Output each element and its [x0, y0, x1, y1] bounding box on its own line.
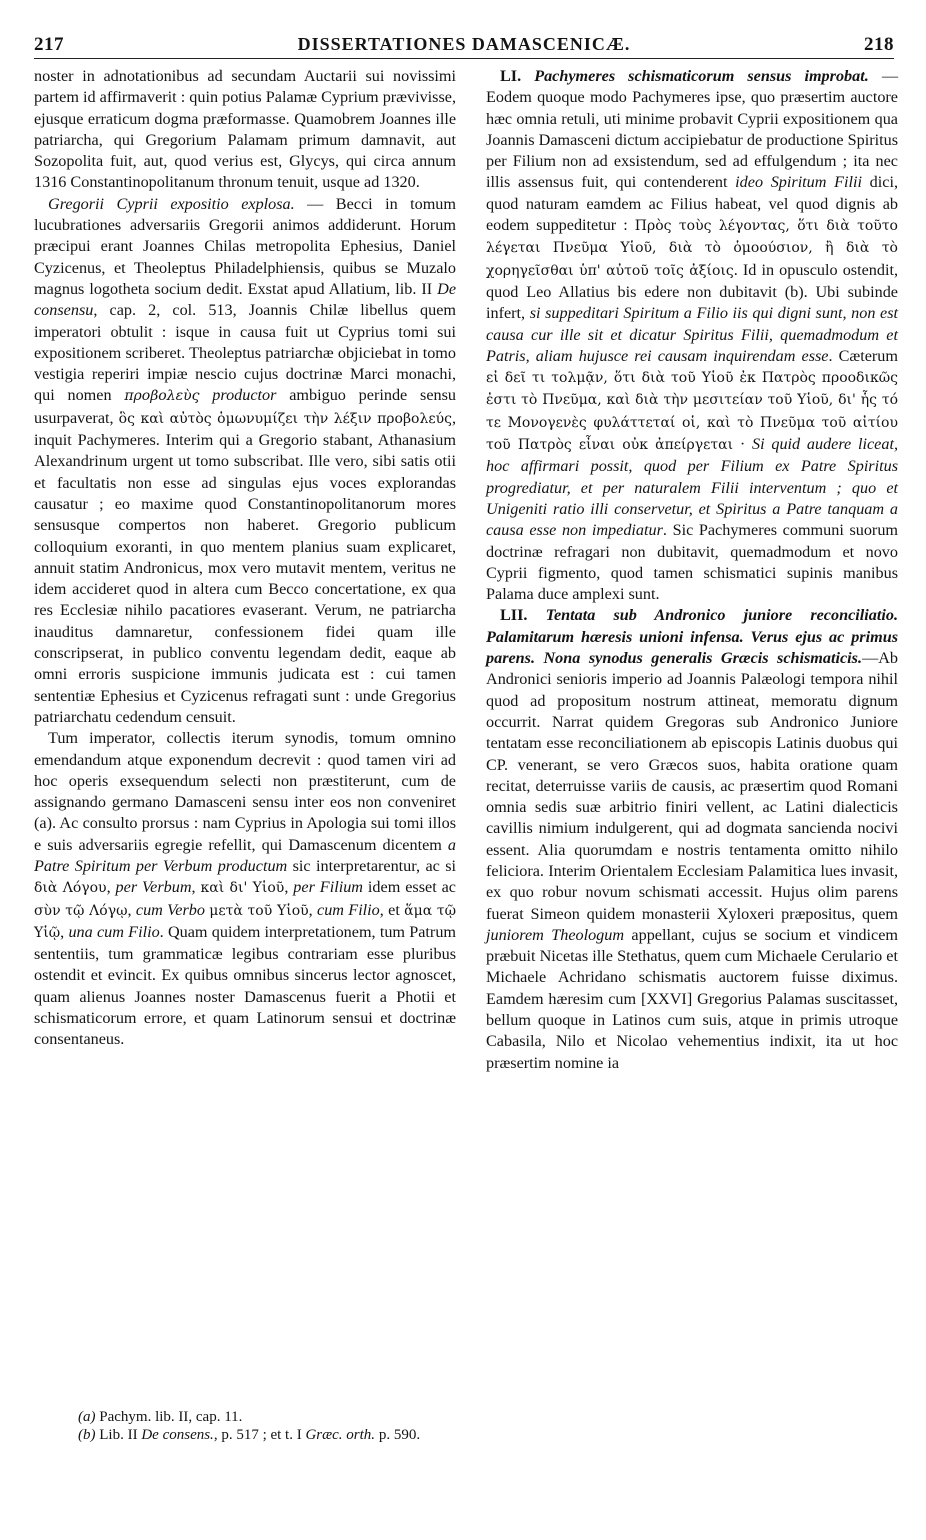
italic-quote: cum Verbo [135, 900, 205, 919]
greek-quote: μετὰ τοῦ Υἱοῦ [209, 902, 309, 919]
running-head [34, 34, 894, 59]
text-run: . Id in opusculo ostendit, quod Leo Allatius bis edere non dubitavit (b). Ubi subinde infert, [486, 260, 898, 323]
text-run: , inquit Pachymeres. Interim qui a Gregorio stabant, Athanasium Alexandrinum urgent ut tomo subscribat. Ille vero, sibi satis otii et facultatis non esse ad singulas ejus voces explorandas causatur ; eo maxime quod Constantinopolitanorum mores sensusque compertos non haberet. Gregorio publicum colloquium exoranti, in quo mentem planius suam explicaret, annuit statim Andronicus, mox vero mutavit mentem, veritus ne idem accideret quod in altera cum Becco concertatione, ex qua res Ecclesiæ nihilo pacatiores evaserant. Verum, ne patriarcha inauditus damnaretur, confessionem fidei quam ille conscripserat, in publico conventu legendam dedit, eaque ab omni erroris suspicione immunis judicata est : cui tamen sententiæ Ephesius et Cyzicenus refragati sunt : unde Gregorius patriarchatu cedendum censuit. [34, 408, 456, 726]
text-run: · [733, 435, 752, 454]
greek-quote: σὺν τῷ Λόγῳ [34, 902, 128, 919]
section-number: LII. [500, 606, 528, 625]
page-number-right: 218 [864, 34, 894, 55]
greek-quote: καὶ δι' Υἱοῦ [200, 880, 285, 897]
footnote-label: (a) [78, 1409, 96, 1425]
text-run: idem esset ac [362, 878, 456, 897]
italic-quote: per Filium [293, 878, 363, 897]
text-run: . Sic Pachymeres communi suorum doctrinæ refragari non dubitavit, quemadmodum et novo Cyprii figmento, quod tamen schismatici supinis manibus Palama duce amplexi sunt. [486, 521, 899, 604]
footnote-text: p. 590. [375, 1427, 421, 1443]
footnote-b [34, 1426, 634, 1444]
section-heading: Tentata sub Andronico juniore reconciliatio. Palamitarum hæresis unioni infensa. Verus ejus ac primus parens. Nona synodus generalis Græcis schismaticis. [486, 606, 898, 668]
greek-quote: προβολεὺς [124, 388, 200, 405]
text-run: — Eodem quoque modo Pachymeres ipse, quo præsertim auctore hæc omnia retuli, uti minime probavit Cyprii expositionem qua Joannis Damasceni dictum accipiebatur de productione Spiritus per Filium non ad exsistendum, sed ad effulgendum ; ita nec illis assensus fuit, qui contenderent [486, 67, 899, 192]
text-run: , [284, 878, 294, 897]
italic-quote: juniorem Theologum [486, 925, 625, 944]
text-run: sic interpretarentur, ac si [287, 856, 457, 875]
section-number: LI. [500, 67, 522, 85]
text-run: , [127, 900, 136, 919]
footnote-a [34, 1408, 634, 1426]
footnote-italic: De consens. [141, 1427, 214, 1443]
latin-term: productor [212, 386, 277, 405]
text-run: , et [379, 900, 405, 919]
italic-quote: si suppeditari Spiritum a Filio iis qui digni sunt, non est causa cur ille sit et dicatur Spiritus Filii, quemadmodum et Patris, aliam hujusce rei causam inquirendam esse [486, 304, 898, 365]
text-run: dici, quod naturam eamdem ac Filius habeat, vel quod dignis ab eodem suppeditetur : [486, 173, 898, 235]
left-column [34, 66, 456, 1051]
text-run: . Cæterum [828, 346, 898, 365]
section-heading: Gregorii Cyprii expositio explosa. [48, 194, 295, 213]
page-number-left: 217 [34, 34, 64, 55]
text-run: ambiguo perinde sensu usurpaverat, [34, 386, 456, 427]
paragraph-gregorii-expositio [34, 194, 456, 728]
footnotes [34, 1408, 634, 1444]
right-column [486, 66, 898, 1074]
section-52 [486, 605, 898, 1074]
italic-quote: a Patre Spiritum per Verbum productum [34, 835, 456, 875]
text-run: Tum imperator, collectis iterum synodis, tomum omnino emendandum atque exponendum decrevit : quod tamen viri ad hoc operis exsequendum selecti non præstiterunt, cum de assignando germano Damasceni sensu inter eos non conveniret (a). Ac consulto prorsus : nam Cyprius in Apologia sui tomi illos e suis adversariis egregie refellit, qui Damascenum dicentem [34, 729, 456, 854]
text-run: —Ab Andronici senioris imperio ad Joannis Palæologi tempora nihil quod ad propositum nostrum attineat, memoratu dignum occurrit. Narrat quidem Gregoras sub Andronico Juniore tentatam esse reconciliationem ab episcopis Latinis duobus qui CP. venerant, se vero Græcos suos, habita oratione quam recitat, deterruisse variis de causis, ac præsertim quod Romani omnia sedis suæ arbitrio finiri vellent, ac Latini dialecticis cavillis nimium indulgerent, qui ad dogmata sancienda nocivi essent. Alia quorumdam e nostris tentamenta omitto nihilo feliciora. Interim Orientalem Ecclesiam Palamitica lues invasit, ex quo robur novum schismati accessit. Hujus olim parens fuerat Simeon quidem monasterii Xyloxeri præpositus, quem [486, 649, 898, 923]
running-title: DISSERTATIONES DAMASCENICÆ. [297, 34, 631, 54]
greek-quote: διὰ Λόγου [34, 880, 107, 897]
text-run: — Becci in tomum lucubrationes adversariis Gregorii animos addiderunt. Horum præcipui erant Joannes Chilas metropolita Ephesius, Daniel Cyzicenus, et Theoleptus Philadelphiensis, quibus se Muzalo magnus logotheta socium dedit. Exstat apud Allatium, lib. II [34, 194, 456, 298]
greek-quote: Πρὸς τοὺς λέγοντας, ὅτι διὰ τοῦτο λέγεται Πνεῦμα Υἱοῦ, διὰ τὸ ὁμοούσιον, ἢ διὰ τὸ χορηγεῖσθαι ὑπ' αὐτοῦ τοῖς ἀξίοις [486, 218, 898, 279]
greek-quote: εἰ δεῖ τι τολμᾷν, ὅτι διὰ τοῦ Υἱοῦ ἐκ Πατρὸς προοδικῶς ἐστι τὸ Πνεῦμα, καὶ διὰ τὴν μεσιτείαν τοῦ Υἱοῦ, δι' ἧς τό τε Μονογενὲς φυλάττεταί οἱ, καὶ τὸ Πνεῦμα τοῦ αἰτίου τοῦ Πατρὸς εἶναι οὐκ ἀπείργεται [486, 370, 898, 454]
footnote-text: Lib. II [95, 1427, 142, 1443]
italic-quote: una cum Filio [68, 922, 160, 941]
greek-quote: ὃς καὶ αὐτὸς ὁμωνυμίζει τὴν λέξιν προβολεύς [118, 410, 452, 427]
citation-title: De consensu [34, 279, 456, 320]
footnote-label: (b) [78, 1427, 96, 1443]
text-run: , cap. 2, col. 513, Joannis Chilæ libellus quem imperatori obtulit : isque in causa fuit ut Cyprius tomi sui expositionem scriberet. Theoleptus patriarchæ objiciebat in tomo vestigia reperiri impiæ nescio cujus doctrinæ Marci monachi, qui nomen [34, 301, 456, 405]
italic-quote: ideo Spiritum Filii [735, 173, 863, 192]
text-run: , [191, 878, 201, 897]
footnote-italic: Græc. orth. [305, 1427, 376, 1443]
text-run [199, 386, 212, 404]
text-run: . Quam quidem interpretationem, tum Patrum sententiis, tum grammaticæ legibus contrariam esse pluribus ostendit et evincit. Ex quibus omnibus sincerus lector agnoscet, quam alienus Joannes noster Damascenus fuerit a Photii et schismaticorum errore, et quam Latinorum sensui et doctrinæ consentaneus. [34, 922, 457, 1049]
text-run: , [106, 878, 116, 897]
section-heading: Pachymeres schismaticorum sensus improbat. [534, 67, 869, 85]
italic-quote: Si quid audere liceat, hoc affirmari possit, quod per Filium ex Patre Spiritus progrediatur, et per naturalem Filii interventum ; quo et Unigeniti ratio illi conservetur, et Spiritus a Patre tanquam a causa esse non impediatur [486, 435, 899, 540]
text-run: , [308, 900, 318, 919]
paragraph-continued: noster in adnotationibus ad secundam Auctarii sui novissimi partem id affirmaverit : quin potius Palamæ Cyprium prævivisse, ejusque erraticum dogma præformasse. Quamobrem Joannes ille patriarcha, qui Gregorium Palamam primum damnavit, aut Sozopolita fuit, aut, quod verius est, Glycys, qui circa annum 1316 Constantinopolitanum thronum tenuit, usque ad 1320. [34, 67, 456, 192]
footnote-text: Pachym. lib. II, cap. 11. [95, 1409, 243, 1425]
greek-quote: ἅμα τῷ Υἱῷ [34, 902, 457, 941]
paragraph-tum-imperator [34, 728, 456, 1050]
italic-quote: cum Filio [317, 900, 380, 919]
text-run: appellant, cujus se socium et vindicem præbuit Nicetas ille Stethatus, quem cum Michaele Cerulario et Michaele Achridano schismatis auctorem fuisse diximus. Eamdem hæresim cum [XXVI] Gregorius Palamas suscitasset, bellum quoque in Latinos cum suis, atque in primis utroque Cabasila, Nilo et Nicolao vehementius indixit, ita ut hoc præsertim nomine ia [486, 925, 898, 1072]
footnote-text: , p. 517 ; et t. I [213, 1427, 306, 1443]
text-run: , [60, 922, 69, 941]
italic-quote: per Verbum [115, 878, 192, 897]
section-51 [486, 66, 898, 605]
